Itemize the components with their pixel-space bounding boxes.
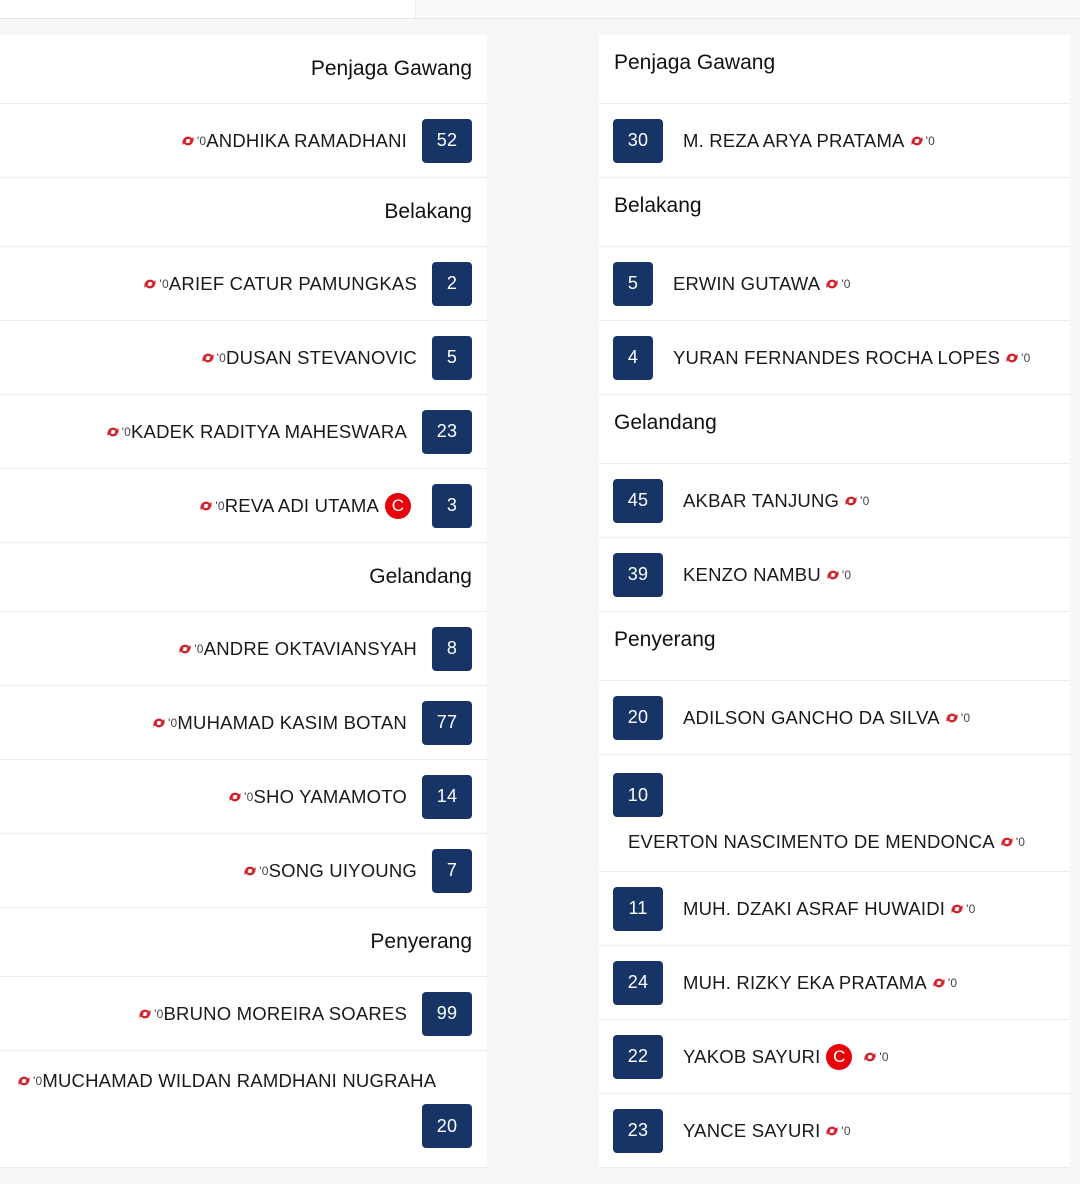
refresh-icon	[228, 791, 242, 803]
refresh-icon	[1005, 352, 1019, 364]
substitution-minute: '0	[168, 715, 178, 730]
jersey-number: 39	[613, 553, 663, 597]
player-label	[138, 1003, 407, 1025]
player-label	[673, 273, 851, 295]
refresh-icon	[143, 278, 157, 290]
substitution-indicator	[181, 134, 206, 148]
substitution-minute: '0	[1021, 350, 1031, 365]
substitution-minute: '0	[841, 567, 852, 582]
player-label	[178, 638, 417, 660]
position-heading: Belakang	[0, 178, 487, 247]
player-name: ERWIN GUTAWA	[673, 272, 821, 294]
player-name: ADILSON GANCHO DA SILVA	[683, 706, 940, 728]
player-name: MUH. RIZKY EKA PRATAMA	[683, 971, 927, 993]
substitution-minute: '0	[215, 498, 225, 513]
player-name: SONG UIYOUNG	[268, 859, 417, 881]
substitution-indicator	[932, 976, 957, 990]
jersey-number: 77	[422, 701, 472, 745]
player-name: ANDHIKA RAMADHANI	[206, 129, 407, 151]
player-name: REVA ADI UTAMA	[224, 494, 379, 516]
position-heading: Gelandang	[599, 395, 1070, 464]
jersey-number: 30	[613, 119, 663, 163]
jersey-number: 4	[613, 336, 653, 380]
refresh-icon	[844, 495, 858, 507]
player-row[interactable]	[599, 681, 1070, 755]
player-label	[152, 712, 407, 734]
substitution-indicator	[863, 1050, 888, 1064]
player-name: ARIEF CATUR PAMUNGKAS	[168, 272, 417, 294]
substitution-indicator	[844, 494, 869, 508]
player-row[interactable]	[0, 834, 487, 908]
substitution-minute: '0	[841, 1123, 851, 1138]
jersey-number: 52	[422, 119, 472, 163]
top-bar-left	[0, 0, 415, 19]
position-heading: Gelandang	[0, 543, 487, 612]
player-row[interactable]	[599, 755, 1070, 872]
player-label	[0, 1070, 472, 1092]
player-label	[683, 898, 975, 920]
jersey-number: 10	[613, 773, 663, 817]
position-heading: Belakang	[599, 178, 1070, 247]
refresh-icon	[826, 569, 840, 581]
substitution-minute: '0	[244, 789, 254, 804]
player-label	[199, 493, 417, 519]
player-label	[683, 564, 851, 586]
substitution-minute: '0	[841, 276, 851, 291]
substitution-indicator	[106, 425, 131, 439]
player-label	[683, 707, 970, 729]
player-name: M. REZA ARYA PRATAMA	[683, 129, 905, 151]
player-row[interactable]	[599, 247, 1070, 321]
player-name: ANDRE OKTAVIANSYAH	[203, 637, 417, 659]
player-name: YURAN FERNANDES ROCHA LOPES	[673, 346, 1001, 368]
player-label	[143, 273, 417, 295]
jersey-number: 20	[613, 696, 663, 740]
position-heading: Penjaga Gawang	[599, 35, 1070, 104]
player-row[interactable]	[599, 1094, 1070, 1168]
player-label	[673, 347, 1031, 369]
player-name: BRUNO MOREIRA SOARES	[163, 1002, 407, 1024]
player-label	[181, 130, 407, 152]
substitution-minute: '0	[966, 901, 976, 916]
refresh-icon	[17, 1075, 31, 1087]
substitution-indicator	[826, 568, 851, 582]
player-name: YANCE SAYURI	[683, 1119, 821, 1141]
refresh-icon	[910, 135, 924, 147]
player-name: MUCHAMAD WILDAN RAMDHANI NUGRAHA	[42, 1070, 437, 1091]
refresh-icon	[945, 712, 959, 724]
player-label	[106, 421, 407, 443]
substitution-indicator	[199, 499, 224, 513]
player-name: MUH. DZAKI ASRAF HUWAIDI	[683, 897, 946, 919]
substitution-indicator	[910, 134, 935, 148]
player-row[interactable]	[0, 395, 487, 469]
player-row[interactable]	[599, 1020, 1070, 1094]
player-row[interactable]	[599, 538, 1070, 612]
jersey-number: 8	[432, 627, 472, 671]
refresh-icon	[199, 500, 213, 512]
refresh-icon	[950, 903, 964, 915]
player-row[interactable]	[0, 977, 487, 1051]
player-label	[228, 786, 407, 808]
jersey-number: 7	[432, 849, 472, 893]
refresh-icon	[825, 1125, 839, 1137]
refresh-icon	[825, 278, 839, 290]
player-name: KADEK RADITYA MAHESWARA	[131, 420, 407, 442]
substitution-minute: '0	[947, 975, 958, 990]
player-row[interactable]	[0, 760, 487, 834]
substitution-indicator	[945, 711, 970, 725]
player-row[interactable]	[599, 321, 1070, 395]
refresh-icon	[201, 352, 215, 364]
player-row[interactable]	[599, 104, 1070, 178]
player-row[interactable]	[0, 686, 487, 760]
refresh-icon	[181, 135, 195, 147]
substitution-indicator	[152, 716, 177, 730]
substitution-minute: '0	[925, 133, 935, 148]
substitution-minute: '0	[196, 133, 207, 148]
refresh-icon	[1000, 836, 1014, 848]
player-row[interactable]	[0, 247, 487, 321]
substitution-minute: '0	[216, 350, 227, 365]
substitution-indicator	[825, 277, 850, 291]
substitution-indicator	[201, 351, 226, 365]
jersey-number: 99	[422, 992, 472, 1036]
player-row[interactable]	[599, 464, 1070, 538]
substitution-indicator	[1000, 835, 1025, 849]
captain-badge: C	[826, 1044, 852, 1070]
substitution-indicator	[17, 1074, 42, 1088]
player-label	[683, 1120, 851, 1142]
player-row[interactable]	[0, 321, 487, 395]
player-row[interactable]	[0, 104, 487, 178]
substitution-indicator	[1005, 351, 1030, 365]
player-label	[683, 972, 957, 994]
jersey-number: 14	[422, 775, 472, 819]
substitution-minute: '0	[860, 493, 870, 508]
refresh-icon	[932, 977, 946, 989]
away-lineup	[599, 35, 1070, 1168]
refresh-icon	[243, 865, 257, 877]
substitution-indicator	[138, 1007, 163, 1021]
refresh-icon	[138, 1008, 152, 1020]
jersey-number: 20	[422, 1104, 472, 1148]
jersey-number: 5	[432, 336, 472, 380]
player-label	[683, 1044, 889, 1070]
top-bar-right	[415, 0, 1080, 19]
substitution-minute: '0	[33, 1074, 43, 1088]
player-label	[243, 860, 417, 882]
player-label	[201, 347, 417, 369]
refresh-icon	[863, 1051, 877, 1063]
player-name: MUHAMAD KASIM BOTAN	[177, 711, 407, 733]
substitution-indicator	[178, 642, 203, 656]
jersey-number: 23	[613, 1109, 663, 1153]
substitution-indicator	[143, 277, 168, 291]
substitution-indicator	[228, 790, 253, 804]
position-heading: Penjaga Gawang	[0, 35, 487, 104]
player-name: AKBAR TANJUNG	[683, 489, 840, 511]
jersey-number: 24	[613, 961, 663, 1005]
jersey-number: 2	[432, 262, 472, 306]
substitution-indicator	[825, 1124, 850, 1138]
substitution-minute: '0	[121, 424, 131, 439]
jersey-number: 45	[613, 479, 663, 523]
refresh-icon	[152, 717, 166, 729]
player-row[interactable]	[0, 469, 487, 543]
jersey-number: 3	[432, 484, 472, 528]
refresh-icon	[178, 643, 192, 655]
player-row[interactable]	[599, 872, 1070, 946]
substitution-indicator	[950, 902, 975, 916]
refresh-icon	[106, 426, 120, 438]
substitution-minute: '0	[259, 863, 269, 878]
substitution-indicator	[243, 864, 268, 878]
substitution-minute: '0	[879, 1049, 889, 1064]
jersey-number: 5	[613, 262, 653, 306]
player-name: KENZO NAMBU	[683, 563, 821, 585]
player-row[interactable]	[599, 946, 1070, 1020]
captain-badge: C	[385, 493, 411, 519]
player-name: EVERTON NASCIMENTO DE MENDONCA	[628, 831, 995, 852]
jersey-number: 11	[613, 887, 663, 931]
player-label	[683, 130, 935, 152]
player-label	[683, 490, 870, 512]
player-label	[613, 831, 1025, 853]
jersey-number: 23	[422, 410, 472, 454]
substitution-minute: '0	[194, 641, 204, 656]
player-row[interactable]	[0, 1051, 487, 1168]
player-name: YAKOB SAYURI	[683, 1045, 821, 1067]
player-row[interactable]	[0, 612, 487, 686]
player-name: DUSAN STEVANOVIC	[226, 346, 417, 368]
player-name: SHO YAMAMOTO	[253, 785, 407, 807]
substitution-minute: '0	[960, 710, 971, 725]
substitution-minute: '0	[159, 276, 169, 291]
substitution-minute: '0	[1015, 835, 1026, 849]
jersey-number: 22	[613, 1035, 663, 1079]
position-heading: Penyerang	[599, 612, 1070, 681]
substitution-minute: '0	[154, 1006, 164, 1021]
home-lineup	[0, 35, 487, 1168]
position-heading: Penyerang	[0, 908, 487, 977]
